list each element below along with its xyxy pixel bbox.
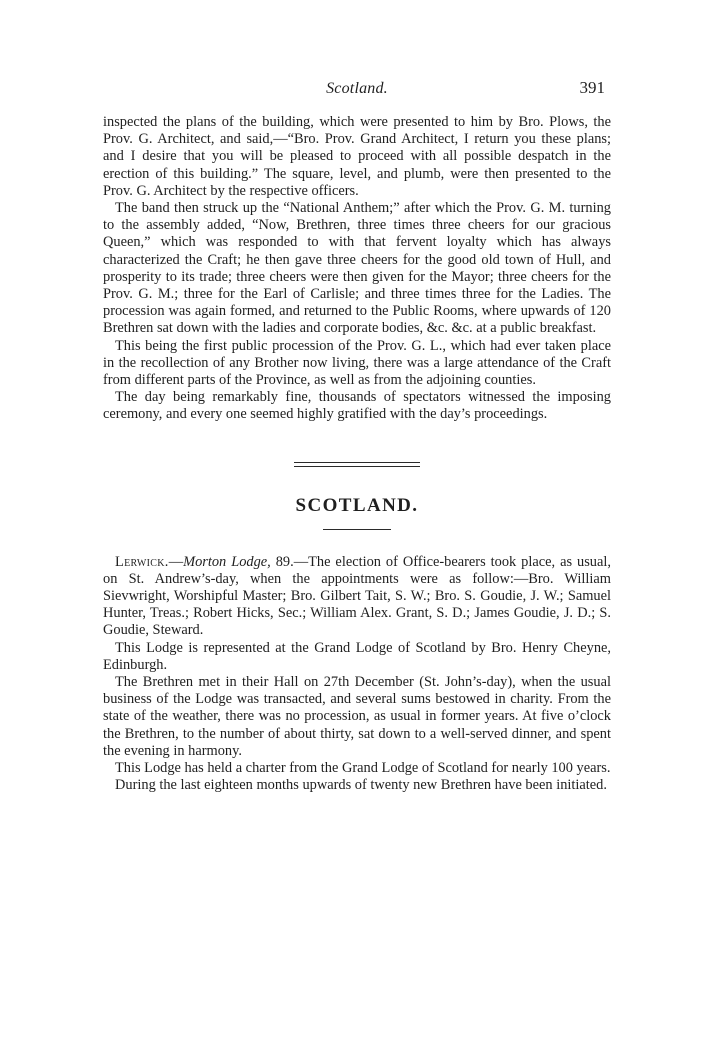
running-title: Scotland. [326,80,388,97]
paragraph-1-text: 89.—The election of Office-bearers took place, as usual, on St. Andrew’s-day, when the appointments were as follow:—Bro. William Sievwright, Worshipful Master; Bro. Gilbert Tait, S. W.; Bro. S. Goudie, J. W.; Samuel Hunter, Treas.; Robert Hicks, Sec.; William Alex. Grant, S. D.; James Goudie, J. D.; S. Goudie, Steward. [103,553,611,639]
title-underline-rule [323,529,391,530]
section-paragraph-4: This Lodge has held a charter from the Grand Lodge of Scotland for nearly 100 years. [115,760,611,777]
section-paragraph-3: The Brethren met in their Hall on 27th December (St. John’s-day), when the usual business of the Lodge was transacted, and several sums bestowed in charity. From the state of the weather, there was no procession, as usual in former years. At five o’clock the Brethren, to the number of about thirty, sat down to a well-served dinner, and spent the evening in harmony. [103,674,611,759]
section-paragraph-1 [103,554,611,640]
section-paragraph-5: During the last eighteen months upwards of twenty new Brethren have been initiated. [115,777,607,794]
lodge-name: Morton Lodge, [183,553,271,570]
section-title: SCOTLAND. [295,494,419,516]
page-number: 391 [579,78,605,97]
running-head [103,80,611,104]
continued-paragraph-1: inspected the plans of the building, which were presented to him by Bro. Plows, the Prov. G. Architect, and said,—“Bro. Prov. Grand Architect, I return you these plans; and I desire that you will be pleased to proceed with all possible despatch in the erection of this building.” The square, level, and plumb, were then presented to the Prov. G. Architect by the respective officers. [103,114,611,199]
section-divider-double-rule [294,462,420,467]
continued-paragraph-4: The day being remarkably fine, thousands of spectators witnessed the imposing ceremony, and every one seemed highly gratified with the day’s proceedings. [103,389,611,423]
lead-dash: — [168,553,184,570]
place-name: Lerwick. [115,553,169,570]
document-page [103,80,611,795]
section-paragraph-2: This Lodge is represented at the Grand Lodge of Scotland by Bro. Henry Cheyne, Edinburgh. [103,639,611,673]
continued-paragraph-3: This being the first public procession of the Prov. G. L., which had ever taken place in the recollection of any Brother now living, there was a large attendance of the Craft from different parts of the Province, as well as from the adjoining counties. [103,337,611,389]
continued-paragraph-2: The band then struck up the “National Anthem;” after which the Prov. G. M. turning to the assembly added, “Now, Brethren, three times three cheers for our gracious Queen,” which was responded to with that fervent loyalty which has always characterized the Craft; he then gave three cheers for the good old town of Hull, and prosperity to its trade; three cheers were then given for the Mayor; three cheers for the Prov. G. M.; three for the Earl of Carlisle; and three times three for the Ladies. The procession was again formed, and returned to the Public Rooms, where upwards of 120 Brethren sat down with the ladies and corporate bodies, &c. &c. at a public breakfast. [103,200,611,337]
